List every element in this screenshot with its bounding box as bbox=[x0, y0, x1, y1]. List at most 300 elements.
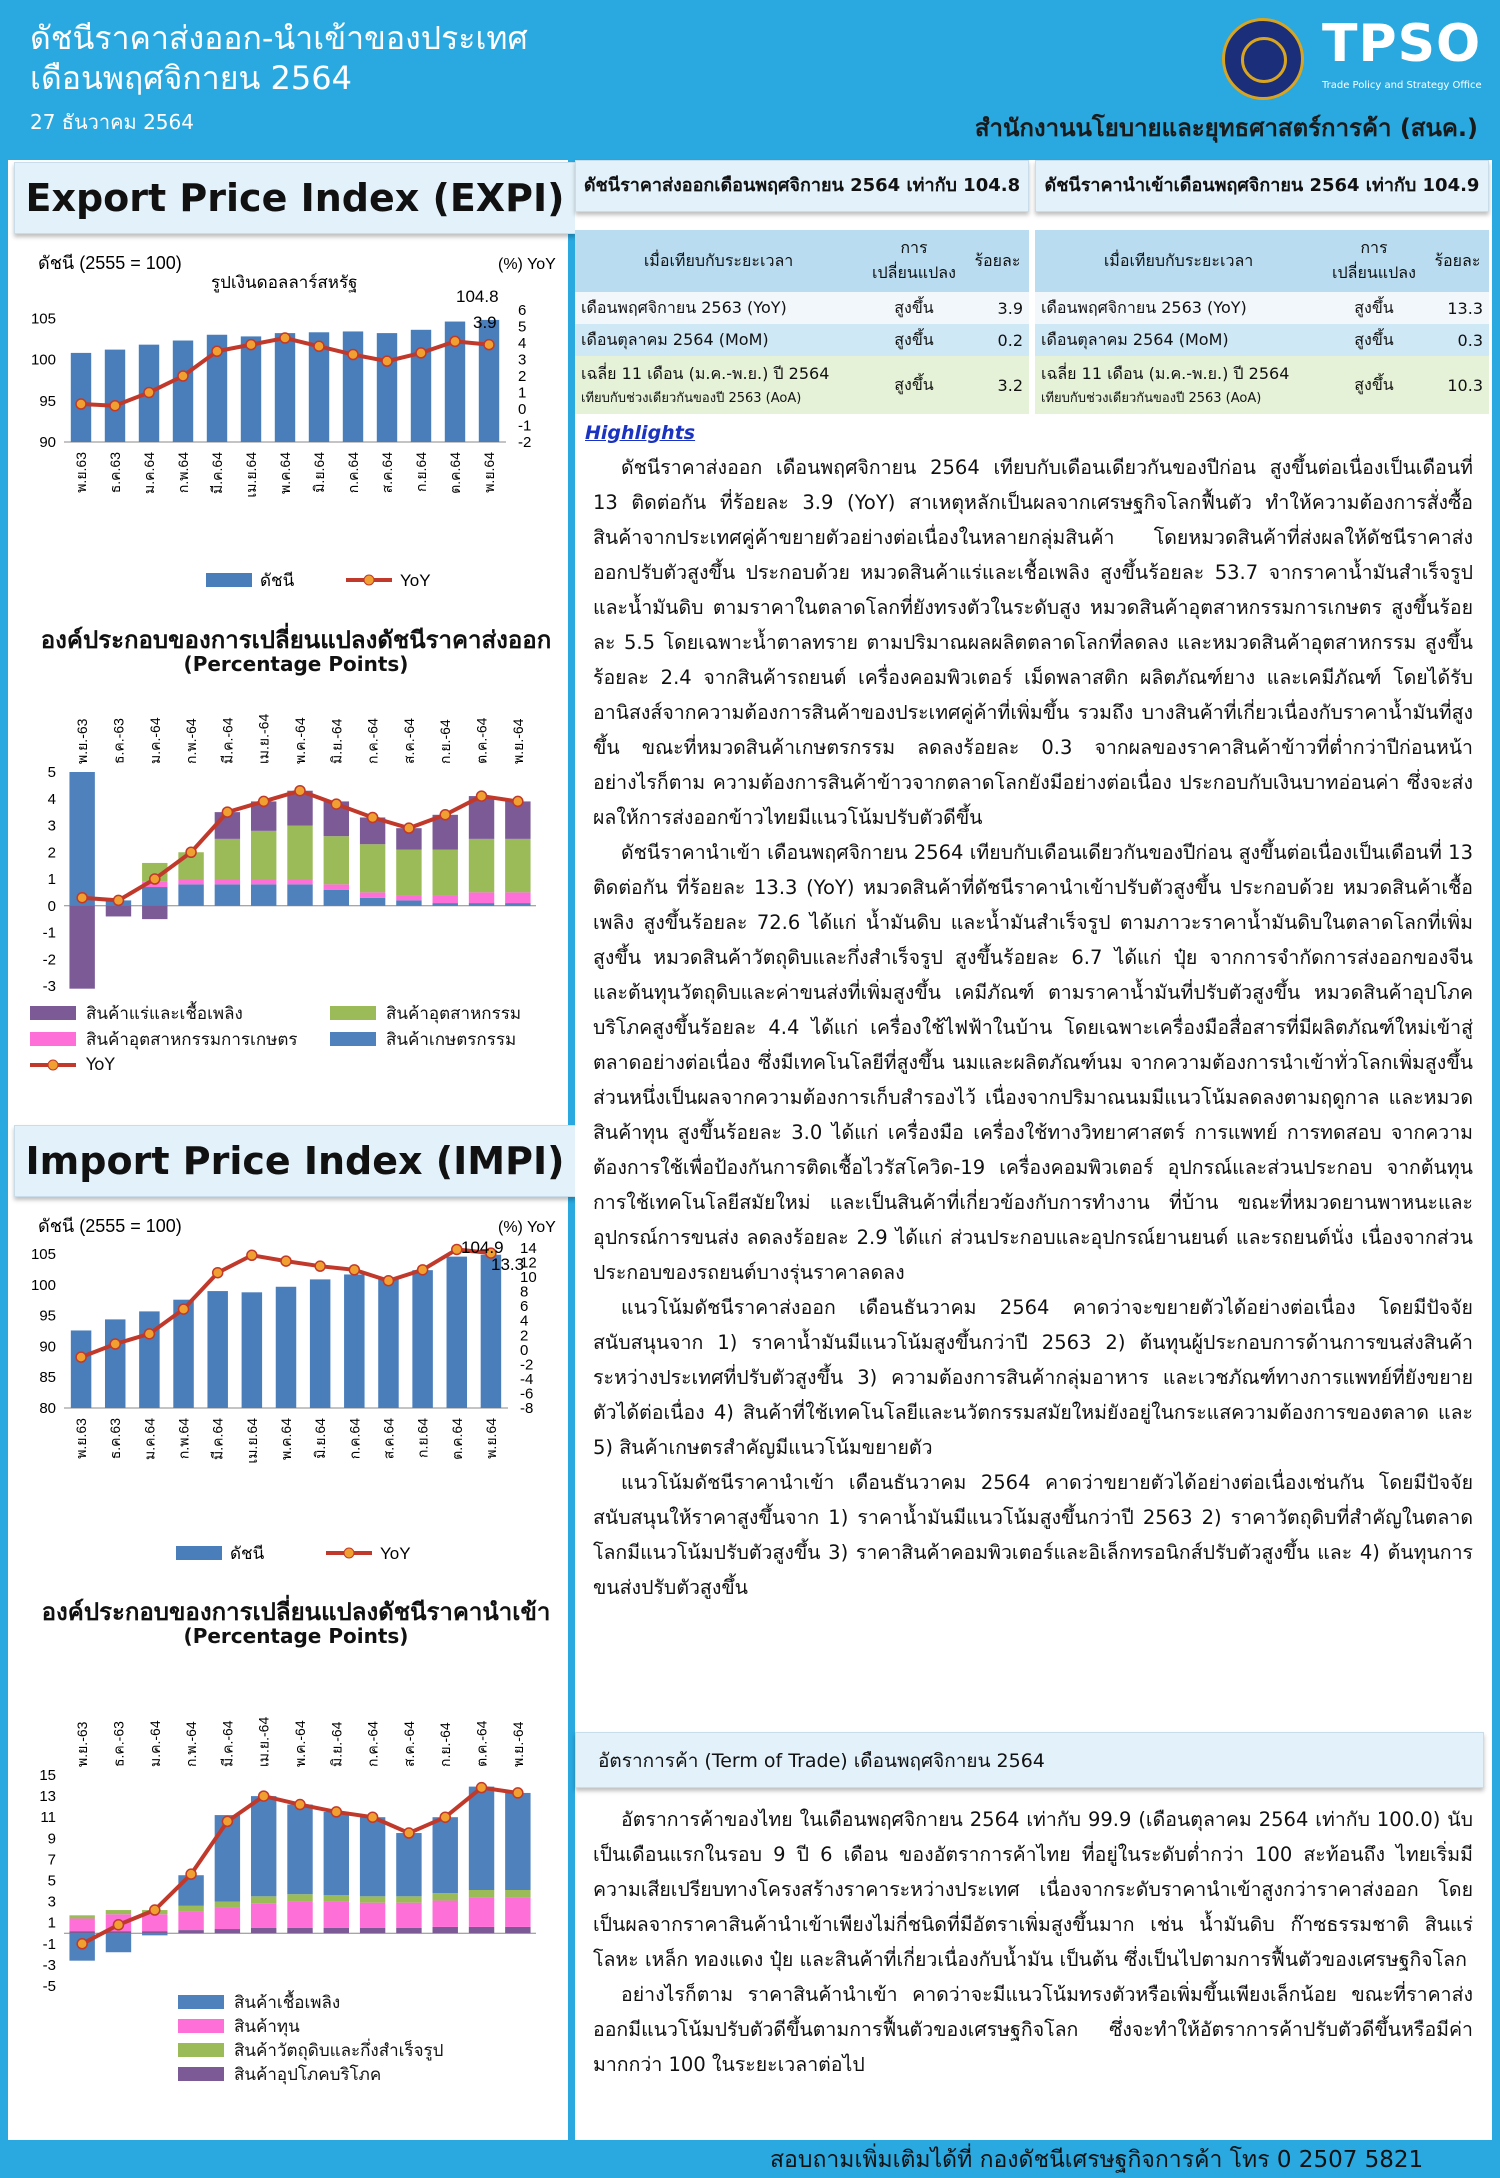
x-tick-label: ม.ค.64 bbox=[141, 452, 157, 494]
yoy-point bbox=[144, 1329, 154, 1339]
index-bar bbox=[275, 333, 295, 442]
yoy-point bbox=[77, 893, 87, 903]
row-percent: 0.2 bbox=[966, 324, 1029, 356]
component-bar bbox=[178, 1906, 203, 1911]
yoy-point bbox=[77, 1939, 87, 1949]
yoy-point bbox=[315, 1261, 325, 1271]
legend-swatch bbox=[178, 2019, 224, 2033]
yoy-point bbox=[178, 371, 188, 381]
component-bar bbox=[287, 1894, 312, 1901]
legend-label: YoY bbox=[86, 1055, 115, 1075]
legend-yoy-icon bbox=[30, 1058, 76, 1072]
component-bar bbox=[396, 1928, 421, 1933]
expi-last-index-label: 104.8 bbox=[456, 287, 499, 306]
y2-tick-label: 8 bbox=[520, 1283, 529, 1301]
component-bar bbox=[106, 906, 131, 917]
x-tick-label: พ.ย.-64 bbox=[509, 718, 526, 764]
yoy-point bbox=[186, 847, 196, 857]
yoy-point bbox=[314, 341, 324, 351]
x-tick-label: มิ.ย.-64 bbox=[328, 1721, 345, 1767]
index-bar bbox=[411, 330, 431, 442]
index-bar bbox=[242, 1292, 262, 1408]
table-row bbox=[1035, 356, 1489, 414]
component-bar bbox=[178, 879, 203, 884]
x-tick-label: ม.ค.64 bbox=[141, 1418, 158, 1460]
row-direction: สูงขึ้น bbox=[862, 292, 966, 324]
component-bar bbox=[433, 1901, 458, 1927]
impi-main-chart bbox=[16, 1213, 566, 1573]
x-tick-label: ธ.ค.63 bbox=[107, 452, 123, 494]
legend-label: สินค้าวัตถุดิบและกึ่งสำเร็จรูป bbox=[234, 2040, 444, 2061]
index-bar bbox=[207, 1291, 227, 1408]
row-percent: 3.2 bbox=[966, 356, 1029, 414]
x-tick-label: ก.ย.-64 bbox=[437, 719, 454, 764]
yoy-point bbox=[440, 810, 450, 820]
y2-tick-label: 10 bbox=[520, 1269, 537, 1287]
y-tick-label: 5 bbox=[47, 764, 56, 781]
col-direction: การ เปลี่ยนแปลง bbox=[1322, 230, 1426, 292]
component-bar bbox=[433, 903, 458, 906]
organization-name: สำนักงานนโยบายและยุทธศาสตร์การค้า (สนค.) bbox=[974, 114, 1478, 142]
index-bar bbox=[481, 1255, 501, 1408]
component-bar bbox=[433, 895, 458, 903]
index-bar bbox=[310, 1279, 330, 1408]
component-bar bbox=[106, 1933, 131, 1952]
x-tick-label: พ.ค.-64 bbox=[292, 717, 308, 764]
index-bar bbox=[173, 341, 193, 442]
impi-panel-title: Import Price Index (IMPI) bbox=[14, 1125, 576, 1197]
legend-swatch bbox=[330, 1006, 376, 1020]
x-tick-label: พ.ย.-64 bbox=[509, 1721, 526, 1767]
x-tick-label: ต.ค.64 bbox=[447, 452, 463, 494]
component-bar bbox=[178, 1911, 203, 1930]
component-bar bbox=[287, 1928, 312, 1933]
index-bar bbox=[378, 1278, 398, 1408]
y2-tick-label: -8 bbox=[520, 1400, 534, 1417]
y-tick-label: 80 bbox=[39, 1400, 56, 1417]
index-bar bbox=[447, 1257, 467, 1408]
y2-tick-label: 1 bbox=[518, 384, 527, 402]
yoy-point bbox=[150, 874, 160, 884]
x-tick-label: เม.ย.-64 bbox=[255, 713, 272, 764]
yoy-point bbox=[477, 1783, 487, 1793]
index-bar bbox=[479, 320, 499, 442]
yoy-point bbox=[76, 399, 86, 409]
yoy-point bbox=[404, 823, 414, 833]
component-bar bbox=[69, 906, 94, 989]
impi-comp-legend bbox=[178, 1990, 558, 2086]
legend-swatch bbox=[30, 1032, 76, 1046]
table-row bbox=[575, 324, 1029, 356]
yoy-point bbox=[247, 1250, 257, 1260]
component-bar bbox=[251, 879, 276, 884]
x-tick-label: ก.ค.64 bbox=[346, 1418, 363, 1460]
y-tick-label: 4 bbox=[47, 790, 56, 808]
component-bar bbox=[215, 1908, 240, 1929]
y-tick-label: 100 bbox=[30, 351, 56, 369]
yoy-point bbox=[418, 1265, 428, 1275]
y-tick-label: 13 bbox=[39, 1788, 56, 1806]
component-bar bbox=[469, 1897, 494, 1927]
component-bar bbox=[396, 895, 421, 900]
legend-swatch bbox=[30, 1006, 76, 1020]
component-bar bbox=[251, 831, 276, 879]
yoy-point bbox=[222, 807, 232, 817]
paragraph-import-outlook: แนวโน้มดัชนีราคานำเข้า เดือนธันวาคม 2564 คาดว่าขยายตัวได้อย่างต่อเนื่องเช่นกัน โดยมีปัจจัยสนับสนุนให้ราคาสูงขึ้นจาก 1) ราคาน้ำมันมีแนวโน้มสูงขึ้นกว่าปี 2563 2) ราคาวัตถุดิบที่สำคัญในตลาดโลกมีแนวโน้มปรับตัวสูงขึ้น 3) ราคาสินค้าคอมพิวเตอร์และอิเล็กทรอนิกส์ปรับตัวสูงขึ้น และ 4) ต้นทุนการขนส่งปรับตัวสูงขึ้น bbox=[593, 1471, 1473, 1599]
legend-index-swatch bbox=[206, 573, 252, 587]
paragraph-export: ดัชนีราคาส่งออก เดือนพฤศจิกายน 2564 เทียบกับเดือนเดียวกันของปีก่อน สูงขึ้นต่อเนื่องเป็นเดือนที่ 13 ติดต่อกัน ที่ร้อยละ 3.9 (YoY) สาเหตุหลักเป็นผลจากเศรษฐกิจโลกฟื้นตัว ทำให้ความต้องการสั่งซื้อสินค้าจากประเทศคู่ค้าขยายตัวอย่างต่อเนื่องในหลายกลุ่มสินค้า โดยหมวดสินค้าที่ส่งผลให้ดัชนีราคาส่งออกปรับตัวสูงขึ้น ประกอบด้วย หมวดสินค้าแร่และเชื้อเพลิง สูงขึ้นร้อยละ 53.7 จากราคาน้ำมันสำเร็จรูป และน้ำมันดิบ ตามราคาในตลาดโลกที่ยังทรงตัวในระดับสูง หมวดสินค้าอุตสาหกรรมการเกษตร สูงขึ้นร้อยละ 5.5 โดยเฉพาะน้ำตาลทราย ตามปริมาณผลผลิตตลาดโลกที่ลดลง และหมวดสินค้าอุตสาหกรรม สูงขึ้นร้อยละ 2.4 จากสินค้ารถยนต์ เครื่องคอมพิวเตอร์ เม็ดพลาสติก ผลิตภัณฑ์ยาง และเคมีภัณฑ์ โดยได้รับอานิสงส์จากความต้องการสินค้าของประเทศคู่ค้าที่เพิ่มขึ้น รวมถึง บางสินค้าที่เกี่ยวเนื่องกับราคาน้ำมันที่สูงขึ้น ขณะที่หมวดสินค้าเกษตรกรรม ลดลงร้อยละ 0.3 จากผลของราคาสินค้าข้าวที่ต่ำกว่าปีก่อนหน้า อย่างไรก็ตาม ความต้องการสินค้าข้าวจากตลาดโลกยังมีอย่างต่อเนื่อง ประกอบกับเงินบาทอ่อนค่า ซึ่งจะส่งผลให้การส่งออกข้าวไทยมีแนวโน้มปรับตัวดีขึ้น bbox=[593, 456, 1473, 829]
component-bar bbox=[324, 1928, 349, 1933]
right-column bbox=[575, 160, 1492, 2140]
component-bar bbox=[396, 1833, 421, 1896]
y-tick-label: 1 bbox=[47, 1914, 56, 1932]
y-tick-label: 9 bbox=[47, 1830, 56, 1848]
y2-tick-label: 6 bbox=[518, 302, 527, 319]
col-percent: ร้อยละ bbox=[1426, 230, 1489, 292]
expi-legend-yoy: YoY bbox=[400, 571, 431, 590]
paragraph-export-outlook: แนวโน้มดัชนีราคาส่งออก เดือนธันวาคม 2564 คาดว่าจะขยายตัวได้อย่างต่อเนื่อง โดยมีปัจจัยสนับสนุนจาก 1) ราคาน้ำมันมีแนวโน้มสูงขึ้นกว่าปี 2563 2) ต้นทุนผู้ประกอบการด้านการขนส่งสินค้าระหว่างประเทศที่ปรับตัวสูงขึ้น 3) ความต้องการสินค้ากลุ่มอาหาร และเวชภัณฑ์ทางการแพทย์ที่ยังขยายตัวได้ต่อเนื่อง 4) สินค้าที่ใช้เทคโนโลยีและนวัตกรรมสมัยใหม่ยังอยู่ในกระแสความต้องการของตลาด และ 5) สินค้าเกษตรสำคัญมีแนวโน้มขยายตัว bbox=[593, 1296, 1473, 1459]
x-tick-label: ก.พ.-64 bbox=[183, 1721, 200, 1767]
y-tick-label: -5 bbox=[42, 1978, 56, 1995]
x-tick-label: ส.ค.-64 bbox=[400, 718, 417, 764]
x-tick-label: พ.ย.-63 bbox=[74, 718, 91, 764]
row-direction: สูงขึ้น bbox=[862, 324, 966, 356]
y2-tick-label: -2 bbox=[520, 1356, 534, 1374]
x-tick-label: ส.ค.64 bbox=[379, 452, 395, 494]
component-bar bbox=[324, 884, 349, 889]
x-tick-label: พ.ค.64 bbox=[278, 1418, 294, 1460]
row-direction: สูงขึ้น bbox=[1322, 324, 1426, 356]
component-bar bbox=[215, 1815, 240, 1902]
legend-index-swatch bbox=[176, 1546, 222, 1560]
legend-swatch bbox=[178, 2067, 224, 2081]
yoy-point bbox=[331, 1807, 341, 1817]
index-bar bbox=[343, 331, 363, 442]
x-tick-label: ธ.ค.-63 bbox=[110, 718, 127, 764]
y-tick-label: -3 bbox=[42, 978, 56, 995]
index-bar bbox=[105, 350, 125, 442]
component-bar bbox=[505, 1927, 530, 1933]
row-period: เฉลี่ย 11 เดือน (ม.ค.-พ.ย.) ปี 2564 bbox=[1041, 364, 1290, 383]
y2-tick-label: -1 bbox=[518, 417, 532, 435]
x-tick-label: ก.ย.64 bbox=[414, 1418, 431, 1459]
y-tick-label: -1 bbox=[42, 924, 56, 942]
component-bar bbox=[287, 1805, 312, 1895]
component-bar bbox=[251, 1904, 276, 1928]
y2-tick-label: 14 bbox=[520, 1240, 537, 1257]
yoy-point bbox=[179, 1304, 189, 1314]
expi-index-label: ดัชนี (2555 = 100) bbox=[38, 253, 182, 273]
table-row bbox=[575, 292, 1029, 324]
row-percent: 10.3 bbox=[1426, 356, 1489, 414]
component-bar bbox=[505, 839, 530, 893]
x-tick-label: พ.ย.63 bbox=[73, 1418, 90, 1459]
x-tick-label: มิ.ย.64 bbox=[311, 452, 327, 493]
expi-legend-index: ดัชนี bbox=[260, 571, 295, 590]
y2-tick-label: 6 bbox=[520, 1298, 529, 1316]
y-tick-label: 90 bbox=[39, 434, 56, 451]
yoy-point bbox=[186, 1869, 196, 1879]
expi-currency-label: รูปเงินดอลลาร์สหรัฐ bbox=[211, 273, 358, 292]
component-bar bbox=[251, 884, 276, 905]
x-tick-label: มี.ค.-64 bbox=[219, 717, 236, 764]
x-tick-label: ก.ค.-64 bbox=[364, 718, 381, 764]
export-table-title: ดัชนีราคาส่งออกเดือนพฤศจิกายน 2564 เท่ากับ 104.8 bbox=[575, 160, 1029, 212]
table-header-row bbox=[575, 230, 1029, 292]
contact-footer: สอบถามเพิ่มเติมได้ที่ กองดัชนีเศรษฐกิจการค้า โทร 0 2507 5821 bbox=[770, 2147, 1424, 2173]
row-period: เดือนตุลาคม 2564 (MoM) bbox=[575, 324, 862, 356]
component-bar bbox=[324, 1895, 349, 1901]
row-note: เทียบกับช่วงเดียวกันของปี 2563 (AoA) bbox=[1041, 391, 1262, 406]
y2-tick-label: 4 bbox=[518, 335, 527, 352]
x-tick-label: พ.ค.-64 bbox=[292, 1720, 308, 1767]
row-percent: 3.9 bbox=[966, 292, 1029, 324]
yoy-point bbox=[382, 356, 392, 366]
component-bar bbox=[106, 1910, 131, 1914]
yoy-point bbox=[110, 401, 120, 411]
y2-tick-label: 0 bbox=[518, 401, 527, 418]
x-tick-label: พ.ค.64 bbox=[277, 452, 293, 494]
paragraph-tot-outlook: อย่างไรก็ตาม ราคาสินค้านำเข้า คาดว่าจะมีแนวโน้มทรงตัวหรือเพิ่มขึ้นเพียงเล็กน้อย ขณะที่ราคาส่งออกมีแนวโน้มปรับตัวดีขึ้นตามการฟื้นตัวของเศรษฐกิจโลก ซึ่งจะทำให้อัตราการค้าปรับตัวดีขึ้นหรือมีค่ามากกว่า 100 ในระยะเวลาต่อไป bbox=[593, 1983, 1473, 2076]
component-bar bbox=[360, 892, 385, 897]
index-bar bbox=[139, 1311, 159, 1408]
table-row bbox=[1035, 324, 1489, 356]
term-of-trade-title: อัตราการค้า (Term of Trade) เดือนพฤศจิกายน 2564 bbox=[575, 1732, 1484, 1788]
component-bar bbox=[69, 772, 94, 906]
component-bar bbox=[287, 879, 312, 884]
x-tick-label: มี.ค.64 bbox=[209, 452, 225, 494]
x-tick-label: ก.พ.64 bbox=[175, 452, 191, 494]
component-bar bbox=[287, 1902, 312, 1928]
component-bar bbox=[178, 1930, 203, 1933]
component-bar bbox=[251, 1896, 276, 1903]
y-tick-label: 7 bbox=[47, 1851, 56, 1869]
expi-main-chart bbox=[16, 250, 566, 600]
y-tick-label: 11 bbox=[40, 1809, 56, 1827]
row-period: เดือนตุลาคม 2564 (MoM) bbox=[1035, 324, 1322, 356]
x-tick-label: ก.ย.-64 bbox=[437, 1722, 454, 1767]
expi-last-yoy-label: 3.9 bbox=[473, 313, 497, 332]
component-bar bbox=[142, 1933, 167, 1935]
x-tick-label: ต.ค.-64 bbox=[473, 1720, 490, 1767]
y-tick-label: 15 bbox=[39, 1767, 56, 1784]
y2-tick-label: 0 bbox=[520, 1341, 529, 1359]
index-bar bbox=[412, 1270, 432, 1408]
impi-legend-yoy: YoY bbox=[380, 1544, 411, 1563]
x-tick-label: พ.ย.64 bbox=[482, 1418, 499, 1459]
y-tick-label: 100 bbox=[30, 1276, 56, 1294]
y-tick-label: 5 bbox=[47, 1872, 56, 1890]
component-bar bbox=[433, 1817, 458, 1893]
index-bar bbox=[377, 333, 397, 442]
y-tick-label: 95 bbox=[39, 1307, 56, 1325]
component-bar bbox=[324, 1812, 349, 1895]
component-bar bbox=[396, 1903, 421, 1928]
component-bar bbox=[287, 884, 312, 905]
y2-tick-label: -6 bbox=[520, 1385, 534, 1403]
yoy-point bbox=[440, 1812, 450, 1822]
row-direction: สูงขึ้น bbox=[1322, 292, 1426, 324]
legend-label: สินค้าทุน bbox=[234, 2016, 300, 2037]
y-tick-label: 3 bbox=[47, 1893, 56, 1911]
component-bar bbox=[142, 1914, 167, 1931]
component-bar bbox=[469, 839, 494, 893]
component-bar bbox=[69, 1915, 94, 1918]
title-line-1: ดัชนีราคาส่งออก-นำเข้าของประเทศ bbox=[30, 19, 528, 57]
y2-tick-label: 5 bbox=[518, 318, 527, 336]
yoy-point bbox=[113, 895, 123, 905]
yoy-point bbox=[259, 1791, 269, 1801]
component-bar bbox=[215, 879, 240, 884]
component-bar bbox=[469, 892, 494, 903]
legend-label: สินค้าอุตสาหกรรม bbox=[386, 1003, 522, 1024]
x-tick-label: ส.ค.64 bbox=[380, 1418, 397, 1460]
legend-label: สินค้าเกษตรกรรม bbox=[386, 1029, 517, 1050]
legend-label: สินค้าอุปโภคบริโภค bbox=[234, 2064, 382, 2085]
y2-tick-label: 4 bbox=[520, 1312, 529, 1330]
impi-comp-chart bbox=[16, 1670, 566, 2000]
left-column bbox=[8, 160, 568, 2140]
y2-tick-label: -4 bbox=[520, 1370, 534, 1388]
yoy-point bbox=[348, 350, 358, 360]
component-bar bbox=[287, 826, 312, 880]
index-bar bbox=[71, 353, 91, 442]
expi-comp-chart bbox=[16, 700, 566, 1010]
impi-comp-title: องค์ประกอบของการเปลี่ยนแปลงดัชนีราคานำเข้า bbox=[41, 1598, 551, 1626]
expi-comp-title: องค์ประกอบของการเปลี่ยนแปลงดัชนีราคาส่งออก bbox=[40, 626, 552, 654]
impi-comp-subtitle: (Percentage Points) bbox=[183, 1624, 409, 1648]
component-bar bbox=[505, 1890, 530, 1897]
component-bar bbox=[251, 1928, 276, 1933]
component-bar bbox=[178, 884, 203, 905]
y-tick-label: 2 bbox=[47, 844, 56, 862]
yoy-point bbox=[113, 1920, 123, 1930]
yoy-point bbox=[368, 812, 378, 822]
yoy-point bbox=[484, 340, 494, 350]
component-bar bbox=[396, 850, 421, 895]
yoy-point bbox=[281, 1256, 291, 1266]
legend-swatch bbox=[178, 2043, 224, 2057]
yoy-point bbox=[259, 796, 269, 806]
y2-tick-label: 3 bbox=[518, 351, 527, 369]
index-bar bbox=[344, 1274, 364, 1408]
expi-panel-title: Export Price Index (EXPI) bbox=[14, 162, 576, 234]
expi-pct-label: (%) YoY bbox=[498, 256, 556, 273]
x-tick-label: ต.ค.64 bbox=[448, 1418, 465, 1460]
row-note: เทียบกับช่วงเดียวกันของปี 2563 (AoA) bbox=[581, 391, 802, 406]
tpso-logo: TPSO bbox=[1322, 14, 1482, 74]
component-bar bbox=[215, 839, 240, 879]
legend-label: สินค้าเชื้อเพลิง bbox=[234, 1992, 341, 2013]
x-tick-label: ก.ย.64 bbox=[413, 452, 429, 493]
component-bar bbox=[69, 1931, 94, 1933]
paragraph-import: ดัชนีราคานำเข้า เดือนพฤศจิกายน 2564 เทียบกับเดือนเดียวกันของปีก่อน สูงขึ้นต่อเนื่องเป็นเดือนที่ 13 ติดต่อกัน ที่ร้อยละ 13.3 (YoY) หมวดสินค้าที่ดัชนีราคานำเข้าปรับตัวสูงขึ้น ประกอบด้วย หมวดสินค้าเชื้อเพลิง สูงขึ้นร้อยละ 72.6 ได้แก่ น้ำมันดิบ และน้ำมันสำเร็จรูป ตามภาวะราคาน้ำมันดิบในตลาดโลกที่เพิ่มสูงขึ้น หมวดสินค้าวัตถุดิบและกึ่งสำเร็จรูป สูงขึ้นร้อยละ 6.7 ได้แก่ ปุ๋ย จากการจำกัดการส่งออกของจีน และต้นทุนวัตถุดิบและค่าขนส่งที่เพิ่มสูงขึ้น เคมีภัณฑ์ ตามราคาน้ำมันที่ปรับตัวสูงขึ้น หมวดสินค้าอุปโภคบริโภคสูงขึ้นร้อยละ 4.4 ได้แก่ เครื่องใช้ไฟฟ้าในบ้าน โดยเฉพาะเครื่องมือสื่อสารที่มีผลิตภัณฑ์ใหม่เข้าสู่ตลาดอย่างต่อเนื่อง ซึ่งมีเทคโนโลยีที่สูงขึ้น นมและผลิตภัณฑ์นม จากความต้องการนำเข้าทั่วโลกเพิ่มสูงขึ้น ส่วนหนึ่งเป็นผลจากความต้องการเก็บสำรองไว้ เนื่องจากปริมาณนมมีแนวโน้มลดลงตามฤดูกาล และหมวดสินค้าทุน สูงขึ้นร้อยละ 3.0 ได้แก่ เครื่องมือ เครื่องใช้ทางวิทยาศาสตร์ การแพทย์ การทดสอบ จากความต้องการใช้เพื่อป้องกันการติดเชื้อไวรัสโควิด-19 เครื่องคอมพิวเตอร์ อุปกรณ์และส่วนประกอบ จากต้นทุนการใช้เทคโนโลยีสมัยใหม่ และเป็นสินค้าที่เกี่ยวข้องกับการทำงาน ที่บ้าน ขณะที่หมวดยานพาหนะและอุปกรณ์การขนส่ง ลดลงร้อยละ 2.9 ได้แก่ ส่วนประกอบและอุปกรณ์ยานยนต์ และรถยนต์นั่ง เนื่องจากส่วนประกอบของรถยนต์บางรุ่นราคาลดลง bbox=[593, 841, 1473, 1284]
page-title bbox=[30, 18, 528, 98]
x-tick-label: ก.ค.-64 bbox=[364, 1721, 381, 1767]
title-line-2: เดือนพฤศจิกายน 2564 bbox=[30, 59, 352, 97]
term-of-trade-body bbox=[593, 1802, 1473, 2082]
component-bar bbox=[433, 850, 458, 895]
export-change-table bbox=[575, 230, 1029, 414]
x-tick-label: ก.พ.-64 bbox=[183, 718, 200, 764]
legend-label: สินค้าแร่และเชื้อเพลิง bbox=[86, 1003, 243, 1024]
component-bar bbox=[142, 1931, 167, 1933]
yoy-point bbox=[76, 1352, 86, 1362]
row-period: เฉลี่ย 11 เดือน (ม.ค.-พ.ย.) ปี 2564 bbox=[581, 364, 830, 383]
legend-swatch bbox=[330, 1032, 376, 1046]
x-tick-label: ต.ค.-64 bbox=[473, 717, 490, 764]
row-period: เดือนพฤศจิกายน 2563 (YoY) bbox=[575, 292, 862, 324]
component-bar bbox=[360, 1928, 385, 1933]
legend-yoy-marker bbox=[364, 575, 374, 585]
legend-yoy-marker bbox=[344, 1548, 354, 1558]
yoy-point bbox=[213, 1268, 223, 1278]
y-tick-label: 85 bbox=[39, 1369, 56, 1387]
x-tick-label: ธ.ค.63 bbox=[107, 1418, 124, 1460]
impi-pct-label: (%) YoY bbox=[498, 1219, 556, 1236]
expi-comp-subtitle: (Percentage Points) bbox=[183, 652, 409, 676]
component-bar bbox=[433, 1927, 458, 1933]
y2-tick-label: 2 bbox=[518, 368, 527, 385]
y-tick-label: 105 bbox=[30, 1246, 56, 1264]
component-bar bbox=[469, 1787, 494, 1890]
x-tick-label: เม.ย.64 bbox=[243, 452, 259, 498]
component-bar bbox=[251, 1796, 276, 1896]
row-period: เดือนพฤศจิกายน 2563 (YoY) bbox=[1035, 292, 1322, 324]
yoy-point bbox=[477, 791, 487, 801]
highlights-body bbox=[593, 450, 1473, 1605]
component-bar bbox=[360, 898, 385, 906]
impi-index-label: ดัชนี (2555 = 100) bbox=[38, 1216, 182, 1236]
component-bar bbox=[69, 1918, 94, 1931]
component-bar bbox=[142, 906, 167, 919]
y2-tick-label: -2 bbox=[518, 434, 532, 451]
component-bar bbox=[360, 1896, 385, 1902]
index-bar bbox=[276, 1287, 296, 1408]
yoy-point bbox=[331, 799, 341, 809]
table-row bbox=[1035, 292, 1489, 324]
x-tick-label: พ.ย.-63 bbox=[74, 1721, 91, 1767]
y-tick-label: 0 bbox=[47, 897, 56, 915]
x-tick-label: ก.พ.64 bbox=[175, 1418, 192, 1460]
x-tick-label: มี.ค.64 bbox=[209, 1418, 226, 1460]
component-bar bbox=[396, 1896, 421, 1902]
yoy-point bbox=[368, 1812, 378, 1822]
row-direction: สูงขึ้น bbox=[862, 356, 966, 414]
component-bar bbox=[505, 892, 530, 903]
component-bar bbox=[360, 844, 385, 892]
tpso-logo-subtitle: Trade Policy and Strategy Office bbox=[1322, 80, 1482, 91]
component-bar bbox=[505, 903, 530, 906]
impi-last-index-label: 104.9 bbox=[461, 1238, 504, 1257]
y2-tick-label: 2 bbox=[520, 1327, 529, 1345]
x-tick-label: ส.ค.-64 bbox=[400, 1721, 417, 1767]
x-tick-label: ม.ค.-64 bbox=[146, 1720, 163, 1767]
yoy-point bbox=[349, 1265, 359, 1275]
yoy-point bbox=[513, 796, 523, 806]
x-tick-label: เม.ย.-64 bbox=[255, 1716, 272, 1767]
component-bar bbox=[396, 900, 421, 905]
legend-label: สินค้าอุตสาหกรรมการเกษตร bbox=[86, 1029, 298, 1050]
component-bar bbox=[324, 890, 349, 906]
col-period: เมื่อเทียบกับระยะเวลา bbox=[575, 230, 862, 292]
yoy-point bbox=[150, 1905, 160, 1915]
yoy-point bbox=[416, 348, 426, 358]
y-tick-label: -1 bbox=[42, 1935, 56, 1953]
col-period: เมื่อเทียบกับระยะเวลา bbox=[1035, 230, 1322, 292]
y-tick-label: -2 bbox=[42, 951, 56, 969]
y-tick-label: 95 bbox=[39, 392, 56, 410]
